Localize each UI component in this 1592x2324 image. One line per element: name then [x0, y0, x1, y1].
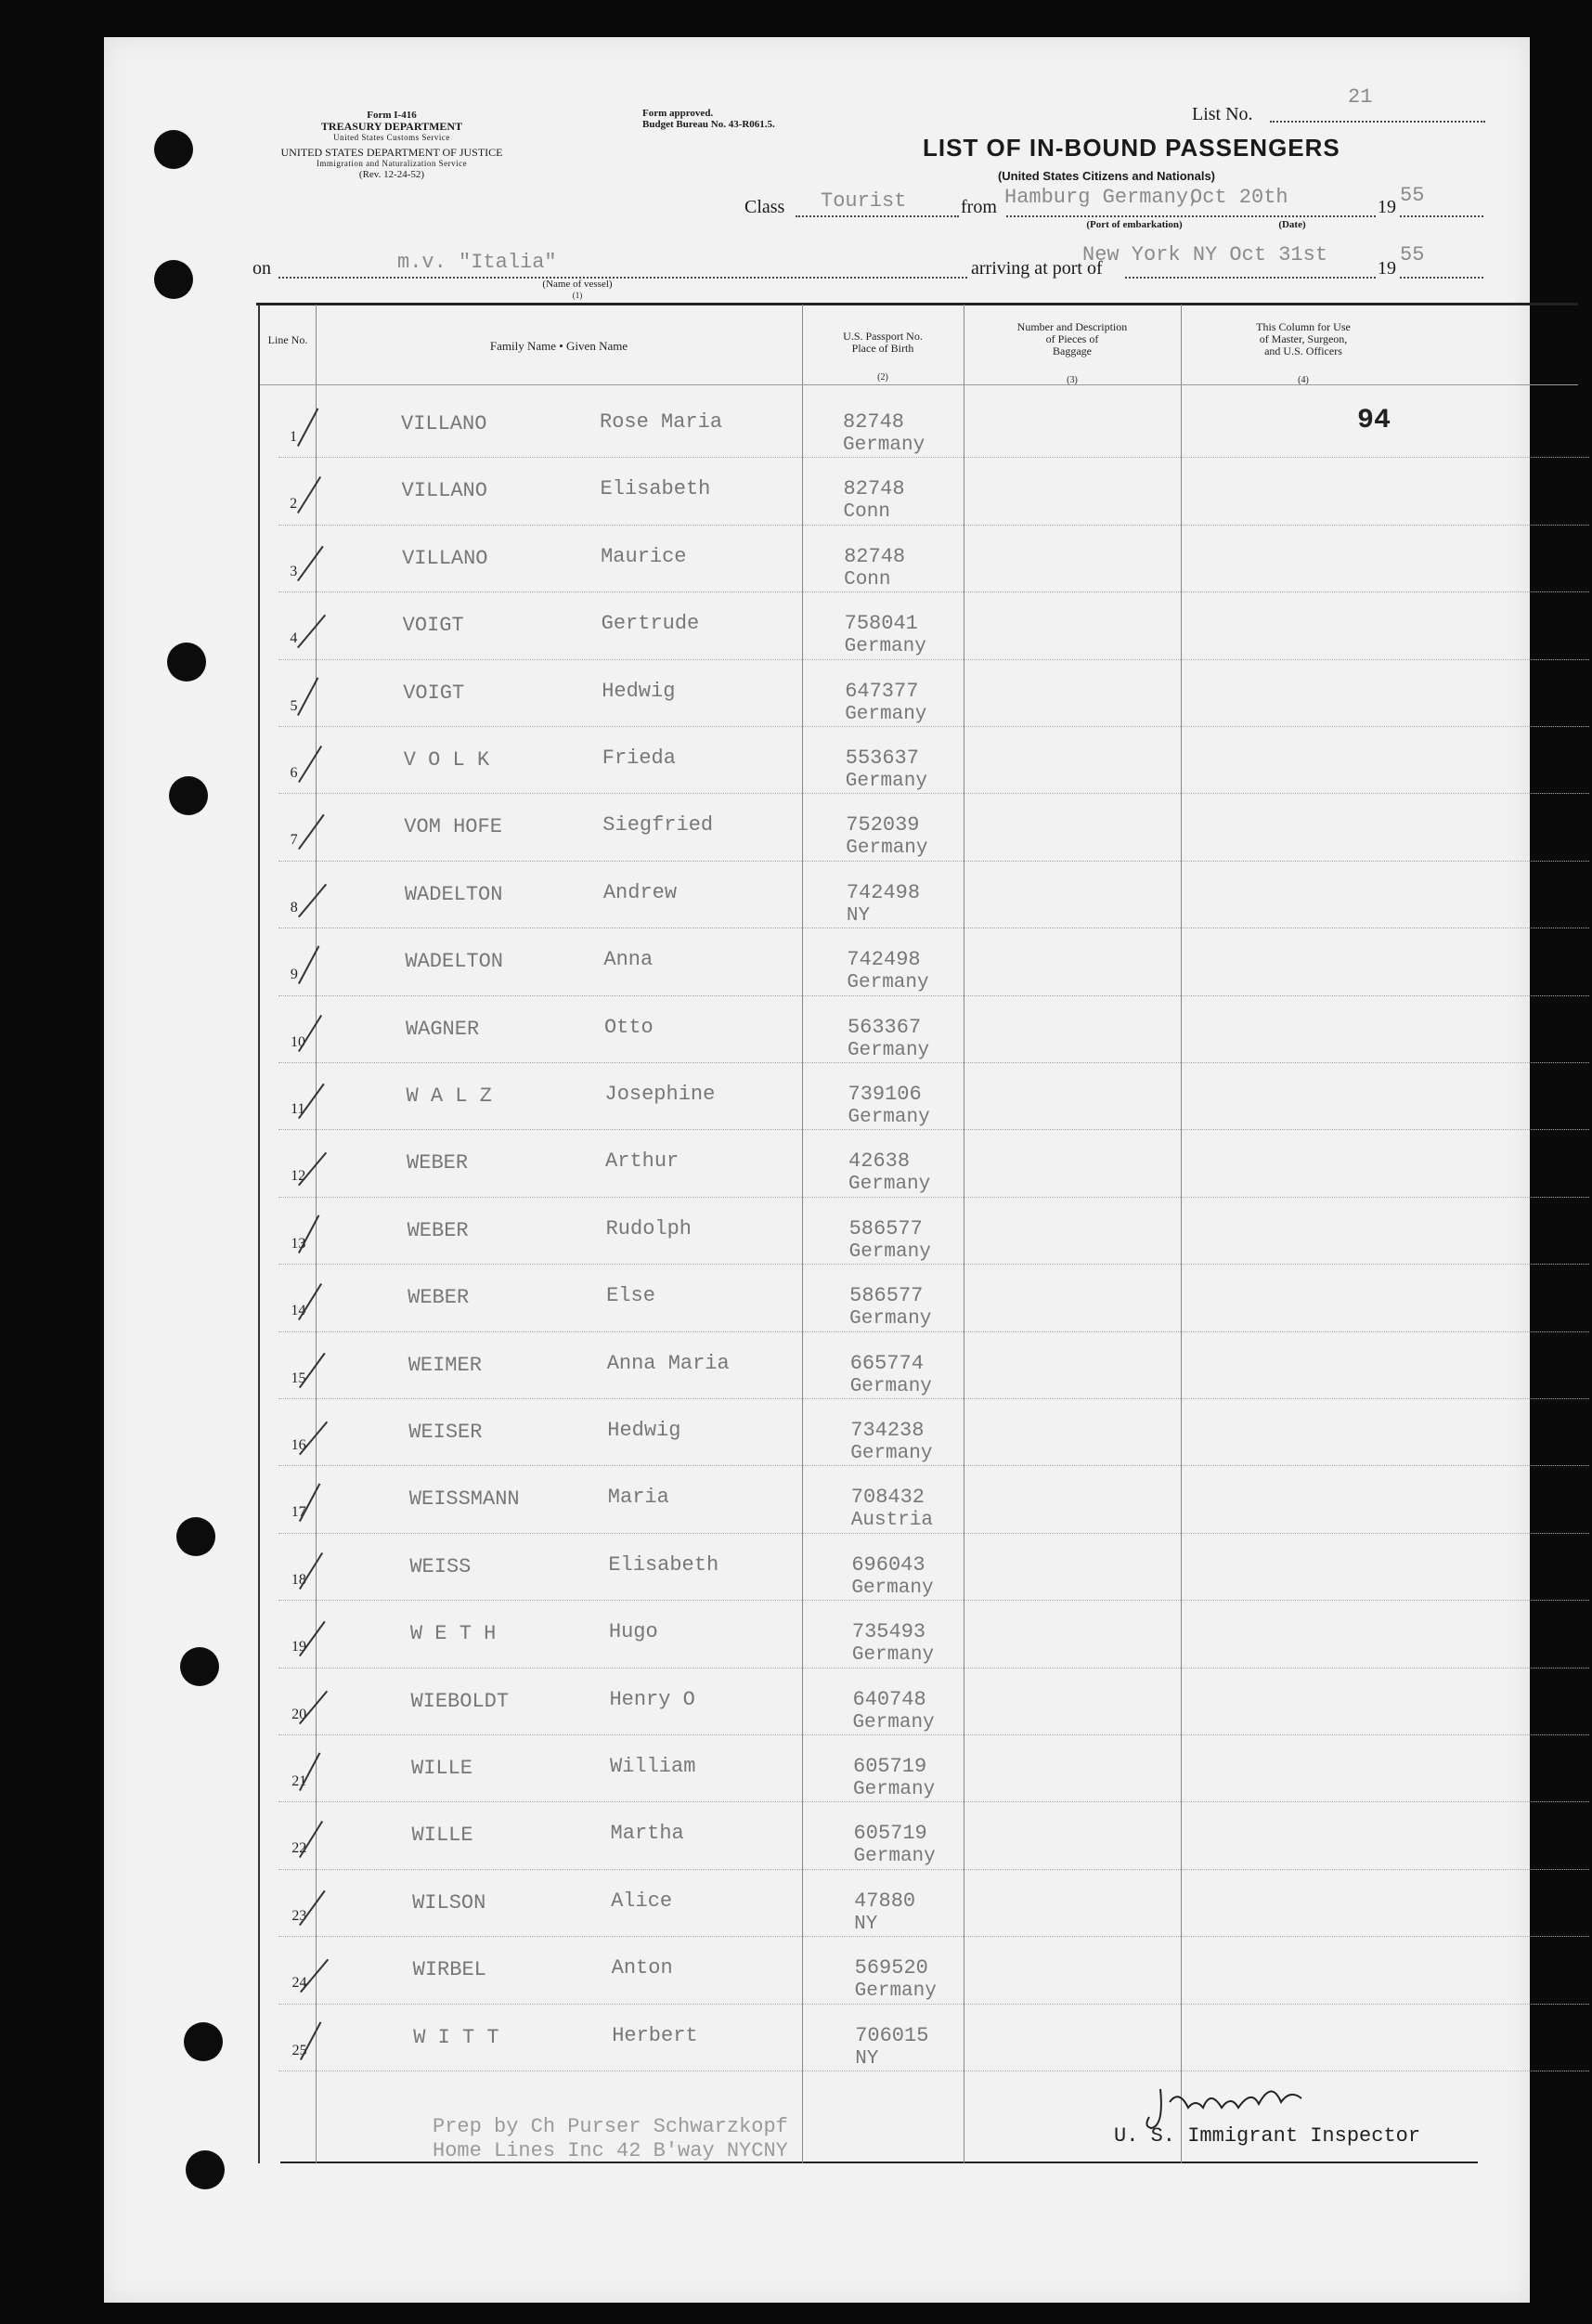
col-baggage-2: of Pieces of	[1045, 332, 1099, 345]
family-name: WEBER	[407, 1218, 469, 1242]
col-line-no: Line No.	[267, 333, 308, 346]
line-number: 8	[290, 899, 298, 915]
line-number: 6	[290, 765, 298, 781]
family-name: VILLANO	[401, 412, 487, 435]
passport-number: 82748	[843, 410, 905, 434]
passport-number: 569520	[854, 1956, 928, 1980]
line-number: 22	[291, 1840, 307, 1857]
line-number: 19	[291, 1639, 306, 1655]
family-name: WADELTON	[405, 950, 504, 974]
given-name: Arthur	[605, 1149, 680, 1174]
line-number: 9	[290, 967, 298, 983]
col-passport-2: Place of Birth	[851, 342, 914, 355]
passport-number: 735493	[851, 1620, 926, 1644]
passport-number: 605719	[853, 1755, 927, 1778]
passport-number: 696043	[851, 1552, 925, 1577]
family-name: WILLE	[411, 1757, 473, 1780]
place-of-birth: NY	[855, 2047, 879, 2070]
family-name: WILSON	[412, 1890, 486, 1915]
place-of-birth: Germany	[853, 1779, 936, 1800]
form-approved: Form approved.	[642, 108, 714, 119]
row-divider	[278, 1936, 1589, 1937]
line-number: 20	[291, 1706, 307, 1722]
passport-number: 82748	[843, 477, 905, 501]
given-name: Alice	[611, 1889, 673, 1913]
family-name: V O L K	[403, 748, 490, 772]
check-mark	[300, 2021, 321, 2060]
passport-number: 742498	[846, 880, 921, 904]
name-col-divider	[802, 305, 803, 2163]
shipping-line: Home Lines Inc 42 B'way NYCNY	[433, 2139, 788, 2162]
given-name: Elisabeth	[608, 1552, 719, 1577]
given-name: Martha	[610, 1822, 684, 1846]
check-mark	[297, 476, 321, 513]
place-of-birth: NY	[854, 1913, 878, 1935]
revision: (Rev. 12-24-52)	[358, 169, 425, 180]
row-divider	[278, 525, 1589, 526]
year-prefix-2: 19	[1378, 258, 1396, 279]
year-2: 55	[1400, 243, 1425, 266]
punch-hole	[176, 1517, 215, 1556]
line-number: 14	[291, 1303, 306, 1319]
family-name: VILLANO	[401, 479, 487, 503]
punch-hole	[180, 1647, 219, 1686]
family-name: VOIGT	[402, 614, 464, 638]
line-number: 10	[290, 1033, 305, 1050]
place-of-birth: Austria	[850, 1510, 934, 1532]
place-of-birth: Germany	[843, 435, 925, 456]
line-number: 21	[291, 1773, 307, 1789]
col-passport-num: (2)	[877, 372, 888, 383]
check-mark	[299, 1484, 320, 1523]
line-number: 23	[291, 1907, 307, 1924]
given-name: Siegfried	[602, 813, 714, 837]
given-name: Rudolph	[605, 1216, 692, 1240]
place-of-birth: Germany	[849, 1375, 932, 1397]
passport-number: 752039	[846, 813, 920, 837]
date-caption: (Date)	[1278, 219, 1306, 230]
row-divider	[278, 793, 1589, 794]
check-mark	[297, 546, 324, 581]
line-number: 7	[290, 832, 298, 849]
line-number: 16	[291, 1437, 306, 1453]
line-number: 17	[291, 1504, 306, 1521]
manifest-page	[104, 37, 1530, 2303]
family-name: WADELTON	[404, 882, 503, 906]
arrival-dots	[1125, 277, 1376, 279]
row-divider	[278, 1801, 1589, 1802]
row-divider	[278, 1398, 1589, 1399]
place-of-birth: Germany	[846, 837, 928, 860]
family-name: VOM HOFE	[404, 815, 502, 839]
col-officers-num: (4)	[1298, 375, 1309, 385]
place-of-birth: Germany	[847, 1039, 930, 1061]
line-no-divider	[316, 305, 317, 2163]
place-of-birth: Germany	[845, 771, 927, 792]
line-number: 24	[291, 1975, 307, 1992]
line-number: 4	[290, 630, 298, 647]
line-number: 15	[291, 1370, 306, 1386]
line-number: 13	[291, 1235, 306, 1252]
passport-number: 708432	[850, 1486, 925, 1510]
passport-number: 758041	[844, 612, 918, 636]
family-name: WEISER	[408, 1421, 483, 1444]
place-of-birth: Germany	[850, 1443, 933, 1464]
year-1: 55	[1400, 184, 1425, 207]
family-name: WEBER	[408, 1286, 470, 1310]
budget-bureau: Budget Bureau No. 43-R061.5.	[642, 119, 775, 130]
page-subtitle: (United States Citizens and Nationals)	[997, 169, 1216, 183]
family-name: W I T T	[413, 2025, 499, 2049]
given-name: Otto	[603, 1015, 654, 1039]
passport-number: 553637	[845, 747, 919, 770]
line-number: 25	[291, 2042, 307, 2058]
justice-dept: UNITED STATES DEPARTMENT OF JUSTICE	[280, 146, 503, 159]
row-divider	[278, 1600, 1589, 1601]
place-of-birth: Germany	[853, 1846, 936, 1868]
list-no-dots	[1270, 121, 1485, 123]
given-name: Andrew	[602, 880, 678, 904]
date-embarkation: Oct 20th	[1190, 186, 1288, 209]
passport-number: 640748	[852, 1687, 926, 1711]
passport-number: 563367	[847, 1015, 922, 1039]
given-name: Maria	[607, 1486, 669, 1510]
given-name: Herbert	[612, 2023, 698, 2047]
row-divider	[278, 1129, 1589, 1130]
given-name: Else	[606, 1284, 655, 1308]
row-divider	[278, 2004, 1589, 2005]
vessel-caption	[503, 279, 652, 301]
given-name: Anton	[611, 1956, 673, 1980]
passport-number: 82748	[844, 544, 906, 568]
col-passport-1: U.S. Passport No.	[843, 330, 923, 343]
place-of-birth: Germany	[844, 636, 926, 658]
row-divider	[278, 995, 1589, 996]
list-no-label: List No.	[1192, 104, 1253, 124]
line-number: 1	[290, 429, 297, 445]
place-of-birth: Germany	[847, 972, 929, 994]
port-embarkation: Hamburg Germany,	[1004, 186, 1201, 209]
place-of-birth: Germany	[852, 1711, 935, 1733]
passport-number: 42638	[848, 1149, 911, 1174]
inspector-label: U. S. Immigrant Inspector	[1114, 2124, 1421, 2148]
row-divider	[278, 659, 1589, 660]
family-name: WIEBOLDT	[410, 1689, 510, 1713]
row-divider	[278, 861, 1589, 862]
passport-number: 586577	[848, 1216, 923, 1240]
line-number: 2	[290, 496, 298, 513]
punch-hole	[154, 130, 193, 169]
given-name: Rose Maria	[600, 410, 723, 434]
passport-number: 605719	[853, 1822, 927, 1846]
place-of-birth: Germany	[848, 1174, 931, 1196]
given-name: Maurice	[601, 544, 687, 568]
year-dots-2	[1400, 277, 1483, 279]
given-name: Gertrude	[601, 612, 700, 636]
officer-note: 94	[1357, 405, 1391, 436]
from-label: from	[961, 197, 997, 217]
punch-hole	[169, 776, 208, 815]
place-of-birth: Germany	[854, 1980, 937, 2003]
family-name: WEISS	[409, 1554, 472, 1578]
family-name: WEISSMANN	[408, 1487, 520, 1512]
treasury-dept: TREASURY DEPARTMENT	[320, 120, 463, 133]
place-of-birth: Conn	[844, 568, 891, 591]
check-mark	[297, 615, 326, 649]
place-of-birth: Germany	[849, 1308, 932, 1331]
port-arrival: New York NY Oct 31st	[1082, 243, 1328, 266]
punch-hole	[167, 643, 206, 682]
page-title: LIST OF IN-BOUND PASSENGERS	[923, 134, 1340, 162]
baggage-col-divider	[1181, 305, 1182, 2163]
form-number: Form I-416	[367, 110, 417, 121]
punch-hole	[184, 2022, 223, 2061]
given-name: Anna Maria	[606, 1351, 730, 1375]
check-mark	[298, 884, 327, 918]
row-divider	[278, 1197, 1589, 1198]
col-baggage-3: Baggage	[1053, 344, 1092, 357]
year-dots-1	[1400, 215, 1483, 217]
given-name: Henry O	[609, 1687, 695, 1711]
given-name: Frieda	[602, 747, 676, 770]
port-embark-caption: (Port of embarkation)	[1086, 219, 1183, 230]
vessel-name: m.v. "Italia"	[397, 251, 557, 274]
row-divider	[278, 457, 1589, 458]
check-mark	[298, 814, 325, 850]
place-of-birth: Germany	[848, 1107, 930, 1128]
row-divider	[278, 1062, 1589, 1063]
passport-number: 734238	[850, 1419, 925, 1442]
family-name: WEBER	[407, 1151, 469, 1175]
family-name: WILLE	[411, 1824, 473, 1848]
passport-number: 47880	[854, 1889, 916, 1913]
row-divider	[278, 726, 1589, 727]
row-divider	[278, 591, 1589, 592]
given-name: William	[610, 1755, 696, 1778]
class-dots	[796, 215, 959, 217]
place-of-birth: Germany	[845, 703, 927, 725]
given-name: Josephine	[604, 1083, 716, 1106]
vessel-col-number: (1)	[572, 291, 583, 300]
prepared-by: Prep by Ch Purser Schwarzkopf	[433, 2115, 788, 2138]
place-of-birth: NY	[846, 904, 871, 927]
col-officers-2: of Master, Surgeon,	[1259, 332, 1348, 345]
line-number: 12	[291, 1168, 306, 1185]
passport-number: 742498	[847, 948, 921, 972]
row-divider	[278, 1465, 1589, 1466]
place-of-birth: Conn	[843, 501, 890, 524]
from-dots	[1006, 215, 1376, 217]
year-prefix-1: 19	[1378, 197, 1396, 217]
check-mark	[298, 1214, 319, 1253]
table-top-rule	[256, 303, 1578, 305]
class-label: Class	[744, 197, 785, 217]
arriving-label: arriving at port of	[971, 258, 1103, 279]
col-baggage	[965, 321, 1179, 386]
punch-hole	[186, 2150, 225, 2189]
given-name: Hugo	[608, 1620, 658, 1644]
given-name: Anna	[603, 948, 654, 972]
given-name: Hedwig	[602, 679, 676, 703]
family-name: WAGNER	[405, 1017, 480, 1041]
family-name: VOIGT	[403, 681, 465, 705]
row-divider	[278, 1533, 1589, 1534]
line-number: 5	[290, 697, 298, 714]
passport-number: 739106	[848, 1083, 922, 1106]
given-name: Hedwig	[607, 1419, 681, 1442]
line-number: 11	[291, 1101, 305, 1117]
passport-number: 647377	[845, 679, 919, 703]
passport-number: 665774	[849, 1351, 924, 1375]
line-number: 3	[290, 563, 298, 579]
col-baggage-1: Number and Description	[1016, 320, 1128, 333]
check-mark	[299, 1752, 320, 1791]
customs-service: United States Customs Service	[333, 133, 450, 142]
family-name: WEIMER	[408, 1353, 482, 1377]
check-mark	[298, 746, 322, 783]
punch-hole	[154, 260, 193, 299]
family-name: VILLANO	[402, 546, 488, 570]
family-name: WIRBEL	[412, 1958, 486, 1982]
family-name: W A L Z	[406, 1084, 492, 1108]
col-baggage-num: (3)	[1067, 375, 1078, 385]
row-divider	[278, 1331, 1589, 1332]
passport-number: 706015	[855, 2023, 929, 2047]
col-officers-1: This Column for Use	[1256, 320, 1351, 333]
class-value: Tourist	[821, 189, 907, 213]
ins-service: Immigration and Naturalization Service	[316, 159, 468, 168]
row-divider	[278, 1869, 1589, 1870]
on-label: on	[252, 258, 271, 279]
col-officers-3: and U.S. Officers	[1264, 344, 1342, 357]
place-of-birth: Germany	[848, 1240, 931, 1263]
form-info	[243, 110, 540, 180]
col-officers	[1183, 321, 1424, 386]
list-no-value: 21	[1348, 85, 1373, 109]
vessel-caption-text: (Name of vessel)	[542, 279, 613, 290]
place-of-birth: Germany	[851, 1644, 935, 1667]
family-name: W E T H	[409, 1622, 497, 1646]
table-left-border	[258, 305, 260, 2163]
line-number: 18	[291, 1571, 306, 1588]
col-passport	[804, 331, 962, 383]
budget-approval	[642, 108, 828, 130]
row-divider	[278, 1734, 1589, 1735]
place-of-birth: Germany	[851, 1577, 934, 1599]
given-name: Elisabeth	[600, 477, 711, 501]
col-name: Family Name • Given Name	[489, 339, 628, 353]
row-divider	[278, 1264, 1589, 1265]
passport-number: 586577	[849, 1284, 924, 1308]
